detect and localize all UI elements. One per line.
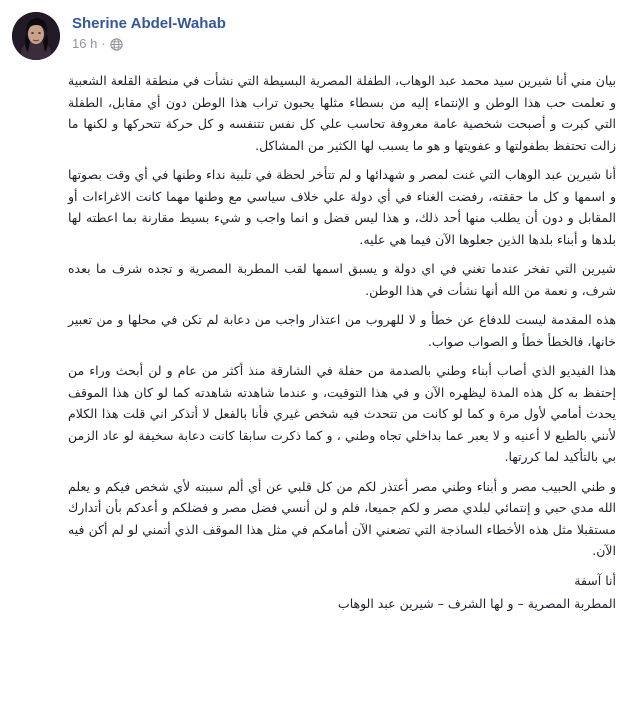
- post-paragraph: و طني الحبيب مصر و أبناء وطني مصر أعتذر لكم من كل قلبي عن أي ألم سببته لأي شخص فيكم و يعلم الله مدي حبي و إنتمائي لبلدي مصر و لكم جميعا، فلم و لن أنسي فضل مصر و فضلكم و أعدكم بأن أتدارك مستقبلا مثل هذه الأخطاء الساذجة التي تضعني الآن أمامكم في مثل هذا الموقف الذي أتمني لو لم أكن فيه الآن.: [68, 478, 616, 558]
- author-block: [72, 14, 226, 52]
- post-paragraph: أنا شيرين عبد الوهاب التي غنت لمصر و شهدائها و لم تتأخر لحظة في تلبية نداء وطنها في أي وقت بصوتها و اسمها و كل ما حققته، رفضت الغناء في أي دولة علي خلاف سياسي مع وطنها مهما كانت الاغراءات أو المقابل و دون أن يطلب منها أحد ذلك، و هذا ليس فضل و انما واجب و شيء بسيط مقارنة بما اعطته لها بلدها و أبناء بلدها الذين جعلوها الآن فيما هي عليه.: [68, 167, 616, 247]
- globe-icon[interactable]: [110, 38, 123, 51]
- post-timestamp-link[interactable]: 16 h: [72, 36, 98, 51]
- post-paragraph: هذه المقدمة ليست للدفاع عن خطأ و لا للهروب من اعتذار واجب من دعابة لم تكن في محلها و من تعبير خانها، فالخطأ خطأ و الصواب صواب.: [68, 312, 616, 349]
- post-meta: [72, 36, 226, 52]
- post-signature: المطربة المصرية – و لها الشرف – شيرين عبد الوهاب: [337, 596, 616, 611]
- avatar-portrait-icon: [12, 12, 60, 60]
- avatar[interactable]: [12, 12, 60, 60]
- post-paragraph: شيرين التي تفخر عندما تغني في اي دولة و يسبق اسمها لقب المطربة المصرية و تجده شرف ما بعده شرف، و نعمة من الله أنها نشأت في هذا الوطن.: [68, 261, 616, 298]
- post-paragraph: هذا الفيديو الذي أصاب أبناء وطني بالصدمة من حفلة في الشارقة منذ أكثر من عام و لن أبحث وراء من إحتفظ به كل هذه المدة ليظهره الآن و في هذا التوقيت، و عندما شاهدته شاهدته كما لو كان هذا الموقف يحدث أمامي لأول مرة و كما لو كانت من تتحدث فيه شخص غيري فأنا بالفعل لا أتذكر اني قلت هذا الكلام لأنني بالطبع لا أعنيه و لا يعبر عما بداخلي تجاه وطني ، و كما ذكرت سابقا كانت دعابة سخيفة لو عاد الزمن بي بالتأكيد لما كررتها.: [68, 363, 616, 464]
- author-name-link[interactable]: Sherine Abdel-Wahab: [72, 15, 226, 32]
- post-body: [68, 70, 616, 623]
- meta-separator: ·: [101, 36, 106, 51]
- post-header: [12, 12, 226, 62]
- post-paragraph: بيان مني أنا شيرين سيد محمد عبد الوهاب، الطفلة المصرية البسيطة التي نشأت في منطقة القلعة الشعبية و تعلمت حب هذا الوطن و الإنتماء إليه من بسطاء مثلها يحبون تراب هذا الوطن دون أي مقابل، الطفلة التي كبرت و أصبحت شخصية عامة معروفة تحاسب علي كل نفس تتنفسه و كل حركة تتحركها و لكنها ما زالت تحتفظ بطفولتها و عفويتها و هو ما يسبب لها الكثير من المشاكل.: [68, 73, 616, 153]
- post-paragraph-apology: أنا آسفة: [574, 572, 616, 588]
